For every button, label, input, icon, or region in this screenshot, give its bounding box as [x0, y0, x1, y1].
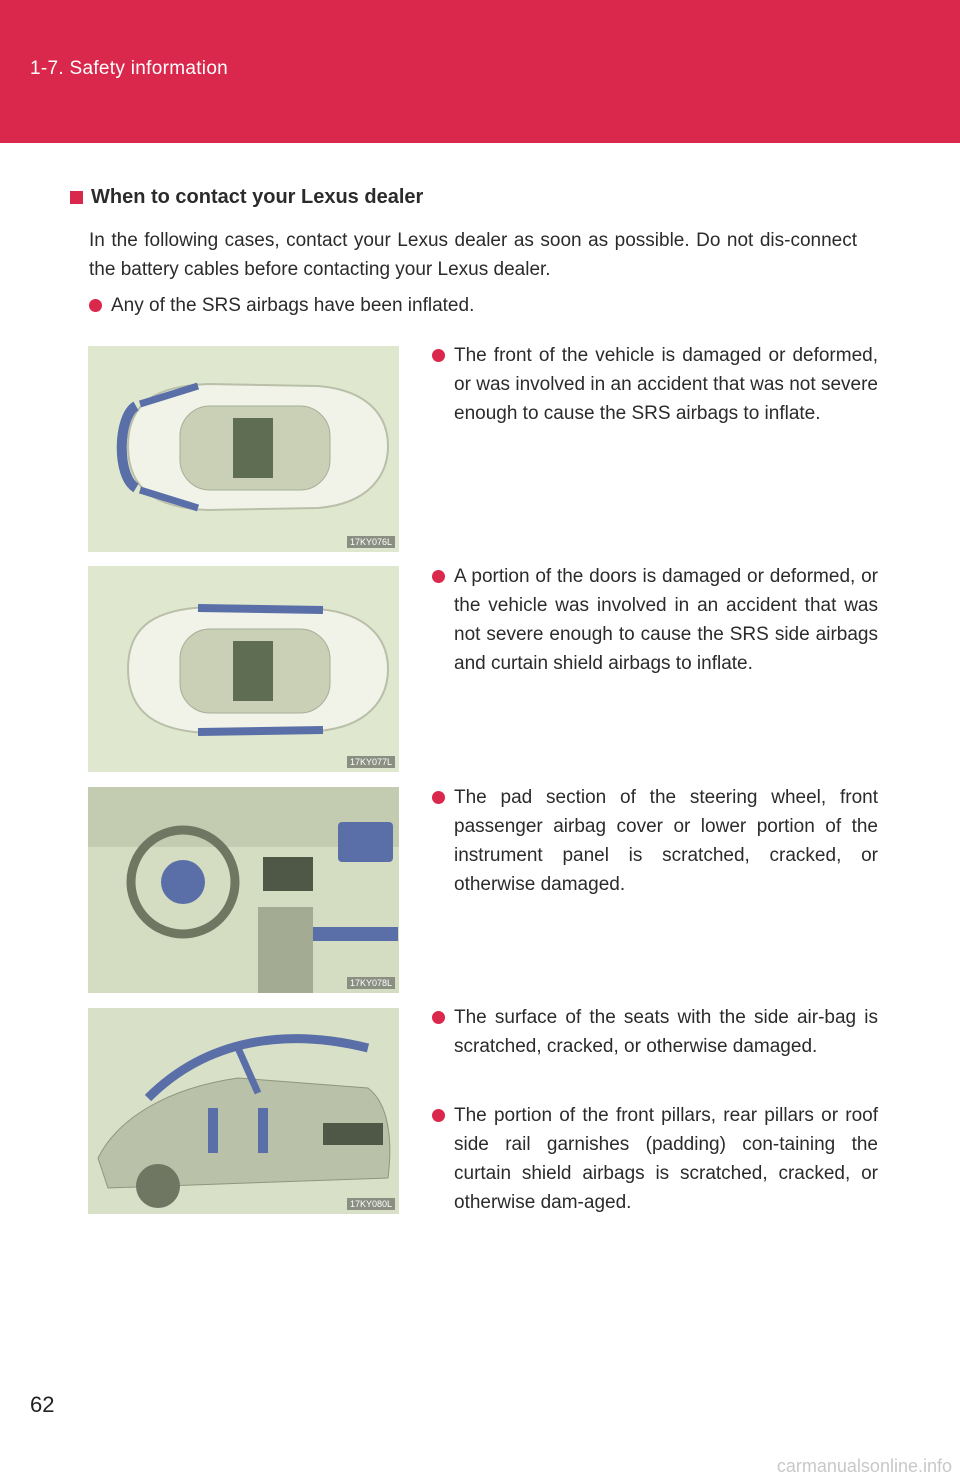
car-top-view-icon: [88, 346, 399, 552]
figure-code: 17KY080L: [347, 1198, 395, 1210]
figure-front-damage: [88, 346, 399, 552]
bullet-dot-icon: [432, 570, 445, 583]
heading-text: When to contact your Lexus dealer: [91, 186, 424, 208]
bullet-text: The front of the vehicle is damaged or deformed, or was involved in an accident that was not severe enough to cause the SRS airbags to inflate.: [454, 345, 878, 424]
figure-code: 17KY076L: [347, 536, 395, 548]
bullet-dot-icon: [432, 349, 445, 362]
bullet-text: The portion of the front pillars, rear pillars or roof side rail garnishes (padding) con-taining the curtain shield airbags is scratched, cracked, or otherwise dam-aged.: [454, 1105, 878, 1213]
figure-door-damage: [88, 566, 399, 772]
bullet-text: The surface of the seats with the side air-bag is scratched, cracked, or otherwise damaged.: [454, 1007, 878, 1057]
section-label: 1-7. Safety information: [30, 58, 229, 79]
bullet-text: The pad section of the steering wheel, front passenger airbag cover or lower portion of the instrument panel is scratched, cracked, or otherwise damaged.: [454, 787, 878, 895]
figure-code: 17KY078L: [347, 977, 395, 989]
figure-dashboard: [88, 787, 399, 993]
bullet-dot-icon: [432, 791, 445, 804]
footer-watermark: carmanualsonline.info: [776, 1456, 952, 1476]
convertible-car-icon: [88, 1008, 399, 1214]
bullet-dot-icon: [89, 299, 102, 312]
bullet-text: Any of the SRS airbags have been inflated.: [111, 295, 475, 316]
car-top-view-icon: [88, 566, 399, 772]
intro-paragraph: In the following cases, contact your Lexus dealer as soon as possible. Do not dis-connect the battery cables before contacting your Lexus dealer.: [89, 230, 857, 280]
header-band: [0, 0, 960, 143]
bullet-item: [432, 341, 878, 428]
bullet-item: [432, 1003, 878, 1061]
dashboard-icon: [88, 787, 399, 993]
bullet-dot-icon: [432, 1109, 445, 1122]
section-heading: [70, 186, 423, 209]
bullet-item: [432, 562, 878, 678]
bullet-dot-icon: [432, 1011, 445, 1024]
figure-code: 17KY077L: [347, 756, 395, 768]
bullet-text: A portion of the doors is damaged or deformed, or the vehicle was involved in an accident that was not severe enough to cause the SRS side airbags and curtain shield airbags to inflate.: [454, 566, 878, 674]
bullet-item: [89, 291, 879, 320]
bullet-item: [432, 1101, 878, 1217]
square-bullet-icon: [70, 191, 83, 204]
figure-convertible: [88, 1008, 399, 1214]
bullet-item: [432, 783, 878, 899]
page-number: 62: [30, 1392, 55, 1417]
